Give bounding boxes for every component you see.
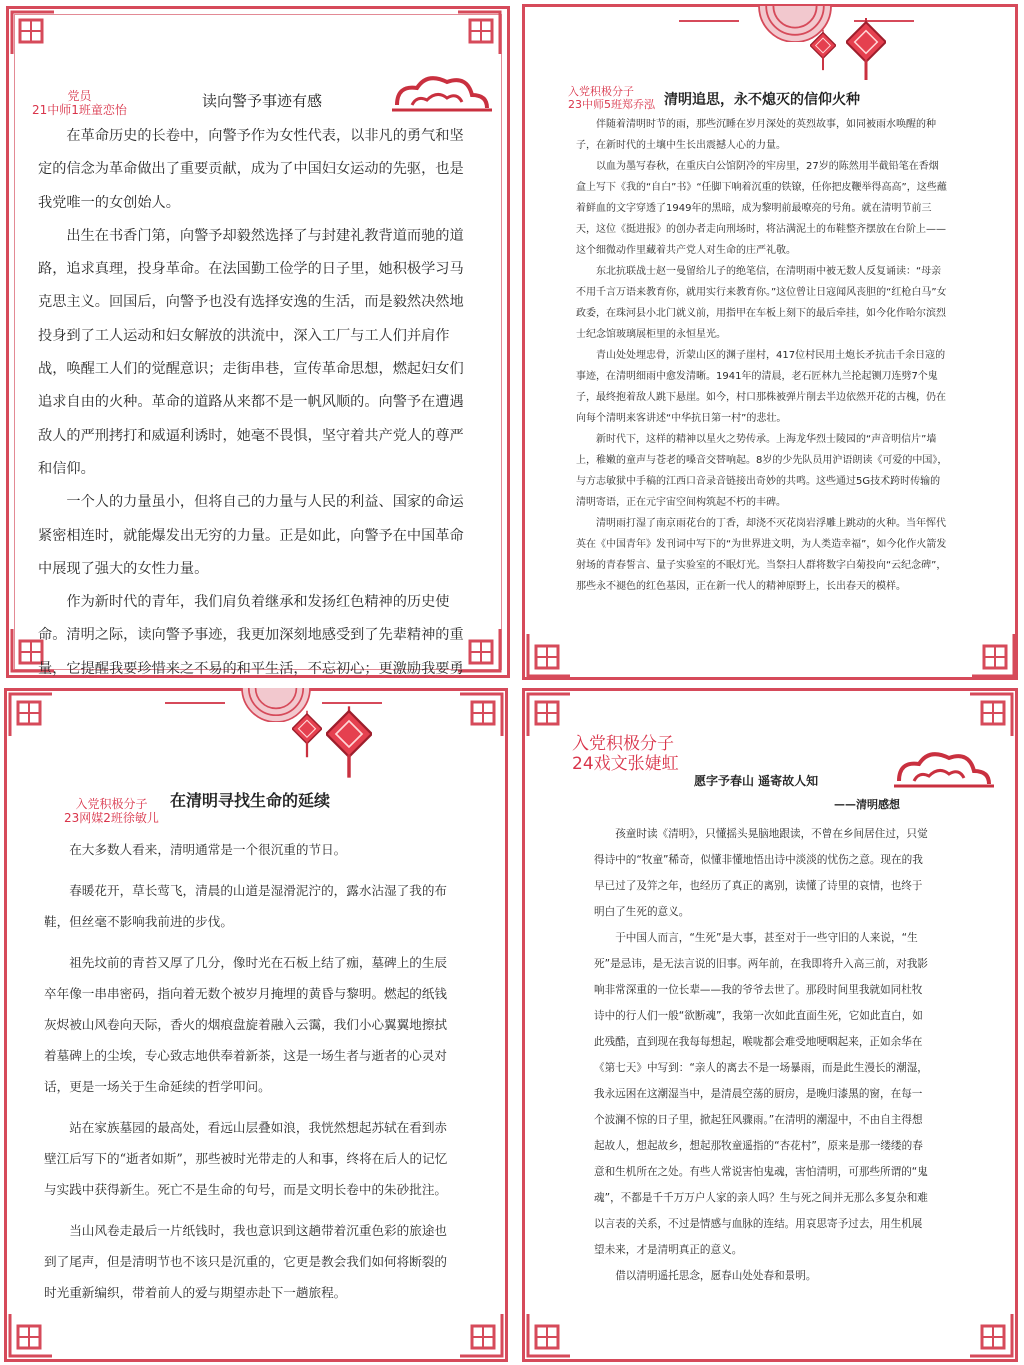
paragraph: 孩童时读《清明》，只懂摇头晃脑地跟读，不曾在乡间居住过，只觉得诗中的“牧童”稀奇，似懂非懂地悟出诗中淡淡的忧伤之意。现在的我早已过了及笄之年，也经历了真正的离别，读懂了诗里的哀情，也终于明白了生死的意义。 xyxy=(594,828,928,918)
chinese-knot-icon xyxy=(810,28,836,72)
corner-ornament-icon xyxy=(458,1312,504,1358)
corner-ornament-icon xyxy=(970,632,1016,678)
chinese-knot-icon xyxy=(326,706,372,778)
top-divider xyxy=(679,20,739,22)
corner-ornament-icon xyxy=(8,1312,54,1358)
paragraph: 于中国人而言，“生死”是大事，甚至对于一些守旧的人来说，“生死”是忌讳，是无法言说的旧事。两年前，在我即将升入高三前，对我影响非常深重的一位长辈——我的爷爷去世了。那段时间里我就如同杜牧诗中的行人们一般“欲断魂”，我第一次如此直面生死，它如此直白，如此残酷，直到现在我每每想起，喉咙都会难受地哽咽起来，正如余华在《第七天》中写到：“亲人的离去不是一场暴雨，而是此生漫长的潮湿，我永远困在这潮湿当中，是清晨空荡的厨房，是晚归漆黑的窗，在每一个波澜不惊的日子里，掀起狂风骤雨。”在清明的潮湿中，不由自主得想起故人，想起故乡，想起那牧童遥指的“杏花村”，原来是那一缕缕的春意和生机所在之处。有些人常说害怕鬼魂，害怕清明，可那些所谓的“鬼魂”，不都是千千万万户人家的亲人吗？生与死之间并无那么多复杂和难以言表的关系，不过是情感与血脉的连结。用哀思寄予过去，用生机展望未来，才是清明真正的意义。 xyxy=(594,932,928,1256)
paragraph: 清明雨打湿了南京雨花台的丁香，却浇不灭花岗岩浮雕上跳动的火种。当年恽代英在《中国青年》发刊词中写下的“为世界进文明，为人类造幸福”，如今化作火箭发射场的青春誓言、量子实验室的不眠灯光。当祭扫人群将数字白菊投向“云纪念碑”，那些永不褪色的红色基因，正在新一代人的精神原野上，长出春天的模样。 xyxy=(576,518,947,592)
paragraph: 以血为墨写春秋，在重庆白公馆阴冷的牢房里，27岁的陈然用半截铅笔在香烟盒上写下《我的“自白”书》“任脚下响着沉重的铁镣，任你把皮鞭举得高高”，这些蘸着鲜血的文字穿透了1949年的黑暗，成为黎明前最嘹亮的号角。就在清明节前三天，这位《挺进报》的创办者走向刑场时，将沾满泥土的布鞋整齐摆放在台阶上——这个细微动作里藏着共产党人对生命的庄严礼敬。 xyxy=(576,161,947,256)
panel-essay-2 xyxy=(514,0,1024,683)
author-label xyxy=(32,90,127,118)
paragraph: 在大多数人看来，清明通常是一个很沉重的节日。 xyxy=(69,842,347,857)
essay-title: 清明追思，永不熄灭的信仰火种 xyxy=(664,92,860,108)
essay-body xyxy=(38,120,466,719)
author-label xyxy=(568,86,655,111)
corner-ornament-icon xyxy=(10,10,56,56)
paragraph: 站在家族墓园的最高处，看远山层叠如浪，我恍然想起苏轼在看到赤壁江后写下的“逝者如斯”，那些被时光带走的人和事，终将在后人的记忆与实践中获得新生。死亡不是生命的句号，而是文明长卷中的朱砂批注。 xyxy=(44,1120,448,1197)
essay-subtitle: ——清明感想 xyxy=(834,798,900,811)
essay-body xyxy=(594,821,932,1289)
author-name: 21中师1班童恋怡 xyxy=(32,102,127,117)
corner-ornament-icon xyxy=(968,692,1014,738)
paragraph: 祖先坟前的青苔又厚了几分，像时光在石板上结了痂，墓碑上的生辰卒年像一串串密码，指向着无数个被岁月掩埋的黄昏与黎明。燃起的纸钱灰烬被山风卷向天际，香火的烟痕盘旋着融入云霭，我们小心翼翼地擦拭着墓碑上的尘埃，专心致志地供奉着新茶，这是一场生者与逝者的心灵对话，更是一场关于生命延续的哲学叩问。 xyxy=(44,955,447,1094)
top-divider xyxy=(322,702,382,704)
essay-body xyxy=(44,834,454,1308)
essay-title: 愿字予春山 遥寄故人知 xyxy=(694,774,819,788)
chinese-knot-icon xyxy=(846,18,886,80)
paragraph: 作为新时代的青年，我们肩负着继承和发扬红色精神的历史使命。清明之际，读向警予事迹，我更加深刻地感受到了先辈精神的重量，它提醒我要珍惜来之不易的和平生活，不忘初心；更激励我要勇 xyxy=(38,594,464,677)
author-name: 23网媒2班徐敏儿 xyxy=(64,810,159,825)
corner-ornament-icon xyxy=(8,692,54,738)
paragraph: 伴随着清明时节的雨，那些沉睡在岁月深处的英烈故事，如同被雨水唤醒的种子，在新时代的土壤中生长出震撼人心的力量。 xyxy=(576,119,936,151)
paragraph: 青山处处埋忠骨，沂蒙山区的渊子崖村，417位村民用土炮长矛抗击千余日寇的事迹，在清明细雨中愈发清晰。1941年的清晨，老石匠林九兰抡起铡刀连劈7个鬼子，最终抱着敌人跳下悬崖。如今，村口那株被弹片削去半边依然开花的古槐，仍在向每个清明来客讲述“中华抗日第一村”的悲壮。 xyxy=(576,350,946,424)
cloud-ornament-icon xyxy=(894,746,994,791)
paragraph: 当山风卷走最后一片纸钱时，我也意识到这趟带着沉重色彩的旅途也到了尾声，但是清明节也不该只是沉重的，它更是教会我们如何将断裂的时光重新编织，带着前人的爱与期望赤赴下一趟旅程。 xyxy=(44,1223,447,1300)
corner-ornament-icon xyxy=(458,692,504,738)
corner-ornament-icon xyxy=(526,1312,572,1358)
top-divider xyxy=(165,702,225,704)
author-role: 入党积极分子 xyxy=(75,797,148,811)
corner-ornament-icon xyxy=(968,1312,1014,1358)
author-role: 党员 xyxy=(67,89,92,103)
panel-essay-4 xyxy=(514,684,1024,1365)
paragraph: 东北抗联战士赵一曼留给儿子的绝笔信，在清明雨中被无数人反复诵读：“母亲不用千言万语来教育你，就用实行来教育你。”这位曾让日寇闻风丧胆的“红枪白马”女政委，在珠河县小北门就义前，用指甲在车板上刻下的最后牵挂，如今化作哈尔滨烈士纪念馆玻璃展柜里的永恒星光。 xyxy=(576,266,947,340)
essay-body xyxy=(576,114,948,597)
chinese-knot-icon xyxy=(292,710,322,758)
paragraph: 一个人的力量虽小，但将自己的力量与人民的利益、国家的命运紧密相连时，就能爆发出无穷的力量。正是如此，向警予在中国革命中展现了强大的女性力量。 xyxy=(38,494,464,577)
corner-ornament-icon xyxy=(526,692,572,738)
paragraph: 借以清明遥托思念，愿春山处处春和景明。 xyxy=(615,1270,817,1282)
corner-ornament-icon xyxy=(526,632,572,678)
author-label xyxy=(64,798,159,826)
corner-ornament-icon xyxy=(456,10,502,56)
paragraph: 在革命历史的长卷中，向警予作为女性代表，以非凡的勇气和坚定的信念为革命做出了重要贡献，成为了中国妇女运动的先驱，也是我党唯一的女创始人。 xyxy=(38,128,464,211)
author-role: 入党积极分子 xyxy=(572,734,674,754)
author-name: 23中师5班郑乔泓 xyxy=(568,97,655,111)
paragraph: 出生在书香门第，向警予却毅然选择了与封建礼教背道而驰的道路，追求真理，投身革命。在法国勤工俭学的日子里，她积极学习马克思主义。回国后，向警予也没有选择安逸的生活，而是毅然决然地投身到了工人运动和妇女解放的洪流中，深入工厂与工人们并肩作战，唤醒工人们的觉醒意识；走街串巷，宣传革命思想，燃起妇女们追求自由的火种。革命的道路从来都不是一帆风顺的。向警予在遭遇敌人的严刑拷打和威逼利诱时，她毫不畏惧，坚守着共产党人的尊严和信仰。 xyxy=(38,227,464,477)
panel-essay-1 xyxy=(0,0,512,683)
cloud-ornament-icon xyxy=(392,70,492,115)
paragraph: 新时代下，这样的精神以星火之势传承。上海龙华烈士陵园的“声音明信片”墙上，稚嫩的童声与苍老的嗓音交替响起。8岁的少先队员用沪语朗读《可爱的中国》，与方志敏狱中手稿的江西口音录音链接出奇妙的共鸣。这些通过5G技术跨时传输的清明寄语，正在元宇宙空间构筑起不朽的丰碑。 xyxy=(576,434,948,508)
author-name: 24戏文张婕虹 xyxy=(572,754,679,775)
essay-title: 在清明寻找生命的延续 xyxy=(170,791,331,810)
essay-title: 读向警予事迹有感 xyxy=(202,92,323,110)
author-role: 入党积极分子 xyxy=(568,85,634,98)
panel-essay-3 xyxy=(0,684,512,1365)
author-label xyxy=(572,734,679,775)
paragraph: 春暖花开，草长莺飞，清晨的山道是湿滑泥泞的，露水沾湿了我的布鞋，但丝毫不影响我前进的步伐。 xyxy=(44,883,447,929)
